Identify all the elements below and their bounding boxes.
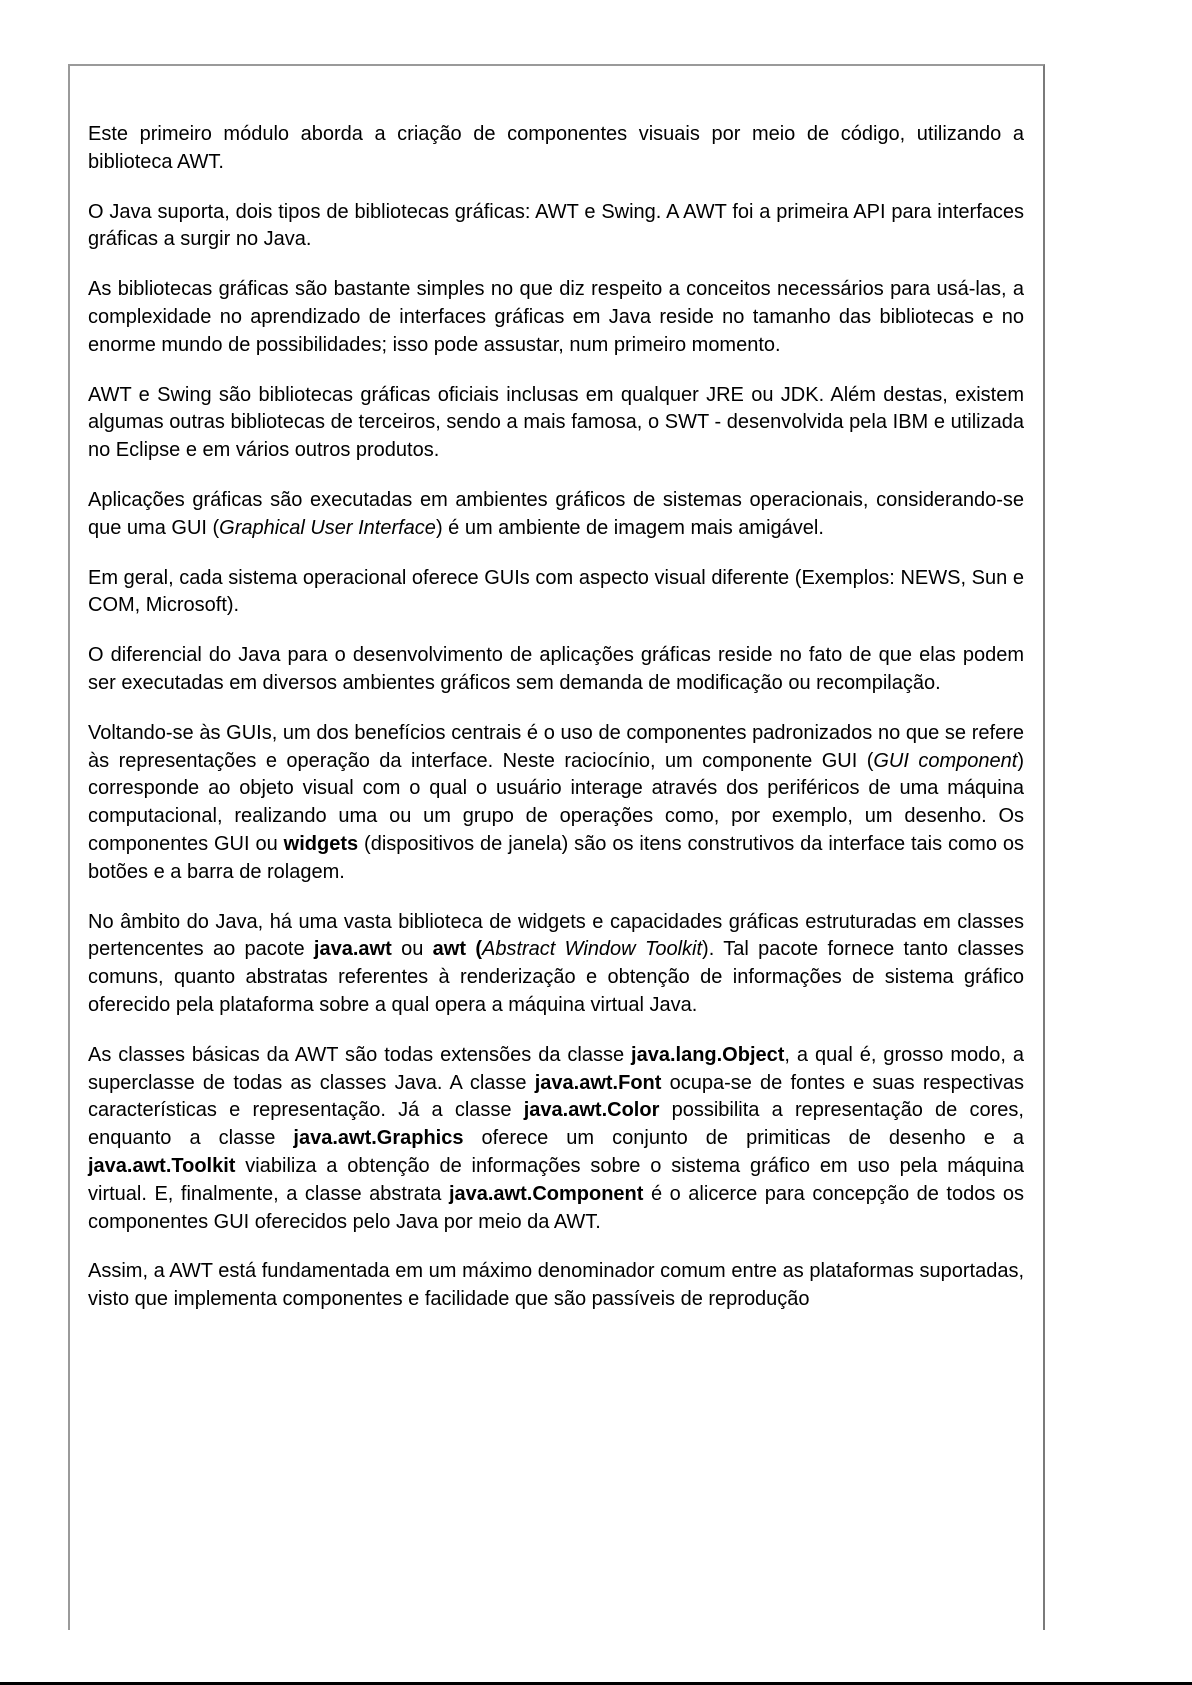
text-run: O Java suporta, dois tipos de bibliotecas gráficas: AWT e Swing. A AWT foi a primeira API para interfaces gráficas a surgir no Java. xyxy=(88,200,1024,251)
bold-text: java.awt.Graphics xyxy=(293,1127,464,1150)
italic-text: Graphical User Interface xyxy=(219,516,436,539)
text-run: Aplicações gráficas são executadas em ambientes gráficos de sistemas operacionais, considerando-se que uma GUI ( xyxy=(88,488,1024,539)
italic-text: Abstract Window Toolkit xyxy=(481,938,703,961)
paragraph xyxy=(88,199,1024,255)
bold-text: awt ( xyxy=(432,938,482,961)
text-run: viabiliza a obtenção de informações sobre o sistema gráfico em uso pela máquina virtual. E, finalmente, a classe abstrata xyxy=(88,1154,1024,1205)
text-run: ou xyxy=(391,938,433,961)
paragraph xyxy=(88,909,1024,1020)
text-run: Em geral, cada sistema operacional oferece GUIs com aspecto visual diferente (Exemplos: NEWS, Sun e COM, Microsoft). xyxy=(88,566,1024,617)
paragraph xyxy=(88,565,1024,621)
bold-text: java.lang.Object xyxy=(631,1043,785,1066)
text-run: ). Tal pacote fornece tanto classes comuns, quanto abstratas referentes à renderização e obtenção de informações de sistema gráfico oferecido pela plataforma sobre a qual opera a máquina virtual Java. xyxy=(88,938,1025,1016)
text-run: possibilita a representação de cores, enquanto a classe xyxy=(88,1099,1024,1150)
text-run: é o alicerce para concepção de todos os componentes GUI oferecidos pelo Java por meio da AWT. xyxy=(88,1182,1024,1233)
paragraph xyxy=(88,1042,1024,1237)
bold-text: widgets xyxy=(283,832,359,855)
bold-text: java.awt.Toolkit xyxy=(88,1154,236,1177)
text-run: As bibliotecas gráficas são bastante simples no que diz respeito a conceitos necessários para usá-las, a complexidade no aprendizado de interfaces gráficas em Java reside no tamanho das bibliotecas e no enorme mundo de possibilidades; isso pode assustar, num primeiro momento. xyxy=(88,278,1024,356)
paragraph xyxy=(88,121,1024,177)
text-run: No âmbito do Java, há uma vasta biblioteca de widgets e capacidades gráficas estruturadas em classes pertencentes ao pacote xyxy=(88,910,1024,961)
text-run: AWT e Swing são bibliotecas gráficas oficiais inclusas em qualquer JRE ou JDK. Além destas, existem algumas outras bibliotecas de terceiros, sendo a mais famosa, o SWT - desenvolvida pela IBM e utilizada no Eclipse e em vários outros produtos. xyxy=(88,383,1024,462)
bold-text: java.awt.Font xyxy=(534,1071,662,1094)
bold-text: java.awt.Color xyxy=(523,1099,660,1122)
paragraph xyxy=(88,487,1024,543)
text-run: As classes básicas da AWT são todas extensões da classe xyxy=(88,1043,632,1066)
text-run: , a qual é, grosso modo, a superclasse de todas as classes Java. A classe xyxy=(88,1043,1024,1094)
paragraph xyxy=(88,276,1024,359)
text-run: ) corresponde ao objeto visual com o qual o usuário interage através dos periféricos de uma máquina computacional, realizando uma ou um grupo de operações como, por exemplo, um desenho. Os componentes GUI ou xyxy=(88,749,1024,855)
text-run: Voltando-se às GUIs, um dos benefícios centrais é o uso de componentes padronizados no que se refere às representações e operação da interface. Neste raciocínio, um componente GUI ( xyxy=(88,721,1024,772)
text-run: Este primeiro módulo aborda a criação de componentes visuais por meio de código, utilizando a biblioteca AWT. xyxy=(88,123,1024,173)
paragraph xyxy=(88,1258,1024,1314)
text-run: ocupa-se de fontes e suas respectivas características e representação. Já a classe xyxy=(88,1071,1024,1122)
text-run: O diferencial do Java para o desenvolvimento de aplicações gráficas reside no fato de que elas podem ser executadas em diversos ambientes gráficos sem demanda de modificação ou recompilação. xyxy=(88,644,1024,694)
paragraph xyxy=(88,642,1024,698)
italic-text: GUI component xyxy=(873,749,1018,772)
bold-text: java.awt.Component xyxy=(448,1182,644,1205)
text-run: Assim, a AWT está fundamentada em um máximo denominador comum entre as plataformas suportadas, visto que implementa componentes e facilidade que são passíveis de reprodução xyxy=(88,1260,1024,1311)
document-body xyxy=(88,121,1024,1336)
bold-text: java.awt xyxy=(313,938,392,961)
text-run: (dispositivos de janela) são os itens construtivos da interface tais como os botões e a barra de rolagem. xyxy=(88,832,1024,883)
text-run: ) é um ambiente de imagem mais amigável. xyxy=(435,516,824,539)
paragraph xyxy=(88,720,1024,887)
text-run: oferece um conjunto de primiticas de desenho e a xyxy=(463,1127,1025,1150)
paragraph xyxy=(88,382,1024,465)
